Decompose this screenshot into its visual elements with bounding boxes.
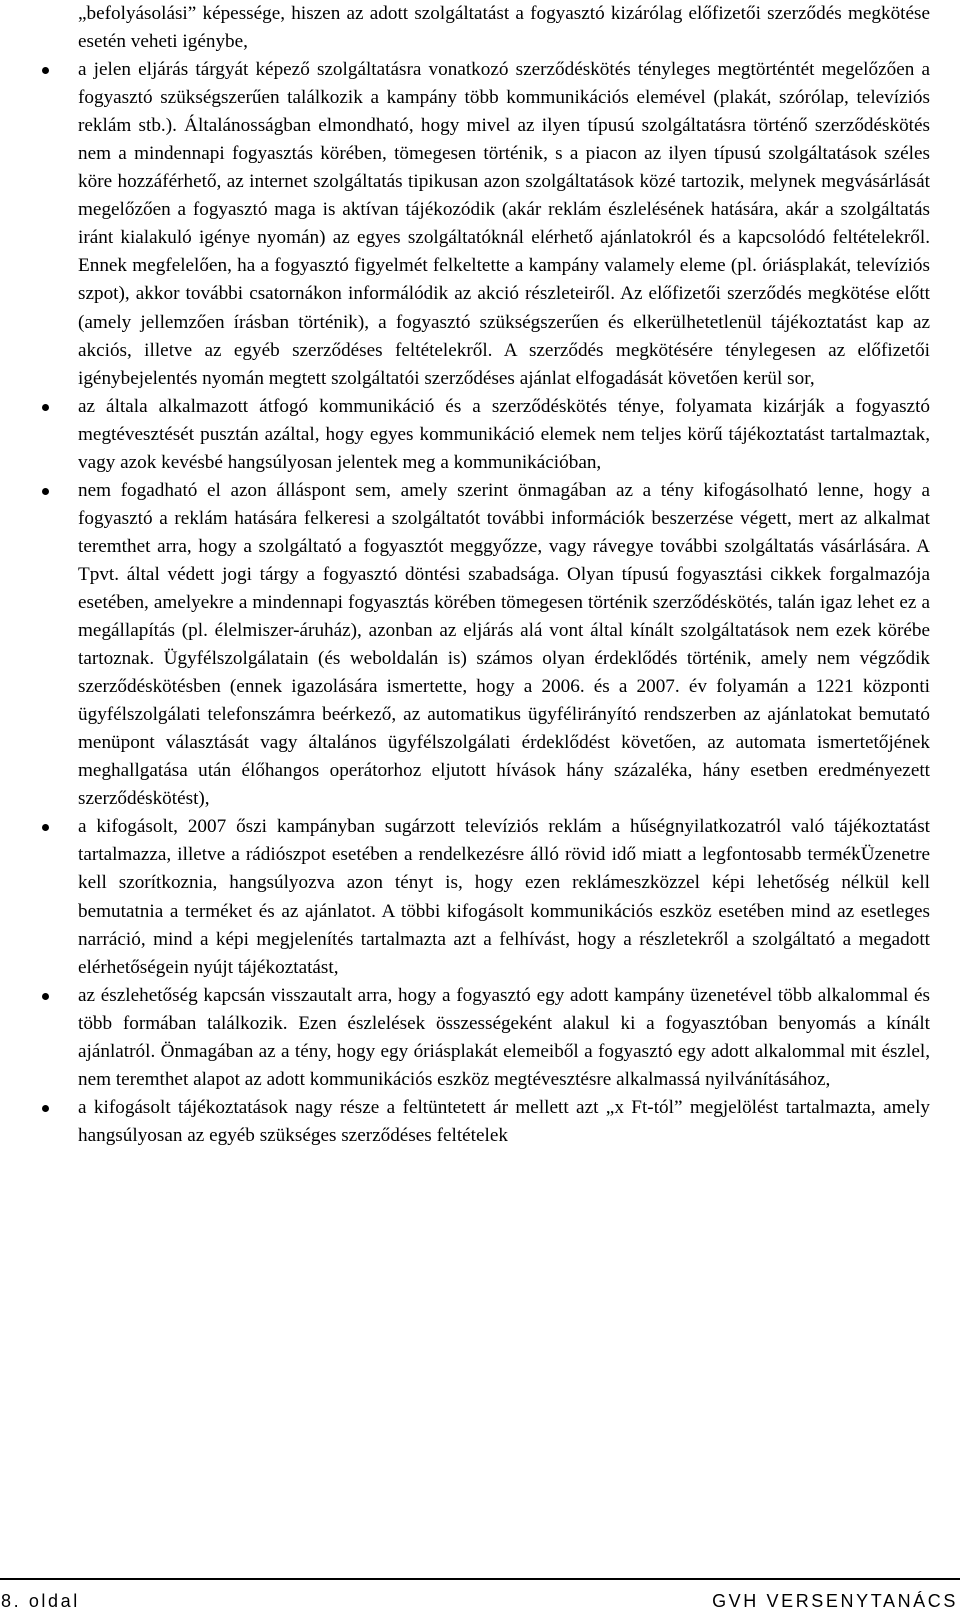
bullet-icon	[42, 824, 49, 831]
bullet-icon	[42, 67, 49, 74]
footer-organization: GVH VERSENYTANÁCS	[712, 1591, 958, 1611]
bullet-icon	[42, 1105, 49, 1112]
page-number: 8. oldal	[1, 1591, 80, 1611]
bullet-text: a kifogásolt, 2007 őszi kampányban sugárzott televíziós reklám a hűségnyilatkozatról való tájékoztatást tartalmazza, illetve a rádiószpot esetében a rendelkezésre álló rövid idő miatt a legfontosabb termékÜzenetre kell szorítkoznia, hangsúlyozva azon tényt is, hogy ezen reklámeszközzel képi lehetőség nélkül kell bemutatnia a terméket és az ajánlatot. A többi kifogásolt kommunikációs eszköz esetében mind az esetleges narráció, mind a képi megjelenítés tartalmazta azt a felhívást, hogy a részletekről a szolgáltató a megadott elérhetőségein nyújt tájékoztatást,	[78, 816, 930, 978]
bullet-text: az általa alkalmazott átfogó kommunikáció és a szerződéskötés ténye, folyamata kizárják a fogyasztó megtévesztését pusztán azáltal, hogy egyes kommunikáció elemek nem teljes körű tájékoztatást tartalmaztak, vagy azok kevésbé hangsúlyosan jelentek meg a kommunikációban,	[78, 395, 930, 473]
continuation-paragraph: „befolyásolási” képessége, hiszen az adott szolgáltatást a fogyasztó kizárólag előfizetői szerződés megkötése esetén veheti igénybe,	[78, 3, 930, 53]
bullet-icon	[42, 488, 49, 495]
bullet-item	[78, 982, 930, 1094]
bullet-text: a jelen eljárás tárgyát képező szolgáltatásra vonatkozó szerződéskötés tényleges megtörténtét megelőzően a fogyasztó szükségszerűen találkozik a kampány több kommunikációs elemével (plakát, szórólap, televíziós reklám stb.). Általánosságban elmondható, hogy mivel az ilyen típusú szolgáltatásra történő szerződéskötés nem a mindennapi fogyasztás körében, tömegesen történik, s a piacon az ilyen típusú szolgáltatások széles köre hozzáférhető, az internet szolgáltatás tipikusan azon szolgáltatások közé tartozik, melynek megvásárlását megelőzően a fogyasztó maga is aktívan tájékozódik (akár reklám észlelésének hatására, akár a szolgáltatás iránt kialakuló igénye nyomán) az egyes szolgáltatóknál elérhető ajánlatokról és a kapcsolódó feltételekről. Ennek megfelelően, ha a fogyasztó figyelmét felkeltette a kampány valamely eleme (pl. óriásplakát, televíziós szpot), akkor további csatornákon informálódik az akció részleteiről. Az előfizetői szerződés megkötése előtt (amely jellemzően írásban történik), a fogyasztó szükségszerűen és elkerülhetetlenül tájékoztatást kap az akciós, illetve az egyéb szerződéses feltételekről. A szerződés megkötésére ténylegesen az előfizetői igénybejelentés nyomán megtett szolgáltatói szerződéses ajánlat elfogadását követően kerül sor,	[78, 59, 930, 389]
bullet-item	[78, 477, 930, 814]
bullet-text: a kifogásolt tájékoztatások nagy része a feltüntetett ár mellett azt „x Ft-tól” megjelölést tartalmazta, amely hangsúlyosan az egyéb szükséges szerződéses feltételek	[78, 1096, 930, 1146]
bullet-icon	[42, 993, 49, 1000]
bullet-item	[78, 56, 930, 393]
bullet-text: az észlehetőség kapcsán visszautalt arra, hogy a fogyasztó egy adott kampány üzenetével több alkalommal és több formában találkozik. Ezen észlelések összességeként alakul ki a fogyasztóban benyomás a kínált ajánlatról. Önmagában az a tény, hogy egy óriásplakát elemeiből a fogyasztó egy adott alkalommal mit észlel, nem teremthet alapot az adott kommunikációs eszköz megtévesztésre alkalmassá nyilvánításához,	[78, 984, 930, 1090]
bullet-item	[78, 1094, 930, 1150]
bullet-item	[78, 813, 930, 981]
document-body	[78, 0, 930, 1150]
bullet-item	[78, 393, 930, 477]
bullet-text: nem fogadható el azon álláspont sem, amely szerint önmagában az a tény kifogásolható lenne, hogy a fogyasztó a reklám hatására felkeresi a szolgáltatót további információk beszerzése végett, mert az alkalmat teremthet arra, hogy a szolgáltató a fogyasztót meggyőzze, vagy rávegye további szolgáltatás vásárlására. A Tpvt. által védett jogi tárgy a fogyasztó döntési szabadsága. Olyan típusú fogyasztási cikkek forgalmazója esetében, amelyekre a mindennapi fogyasztás körében tömegesen történik szerződéskötés, talán igaz lehet ez a megállapítás (pl. élelmiszer-áruház), azonban az eljárás alá vont által kínált szolgáltatások nem ezek körébe tartoznak. Ügyfélszolgálatain (és weboldalán is) számos olyan érdeklődés történik, amely nem végződik szerződéskötésben (ennek igazolására ismertette, hogy a 2006. és a 2007. év folyamán a 1221 központi ügyfélszolgálati telefonszámra beérkező, az automatikus ügyfélirányító rendszerben az ajánlatokat bemutató menüpont választását vagy általános ügyfélszolgálati érdeklődést követően, az automata ismertetőjének meghallgatása után élőhangos operátorhoz eljutott hívások hány százaléka, hány esetben eredményezett szerződéskötést),	[78, 479, 930, 810]
footer-divider	[0, 1578, 960, 1580]
bullet-icon	[42, 404, 49, 411]
page-footer	[0, 1582, 960, 1613]
